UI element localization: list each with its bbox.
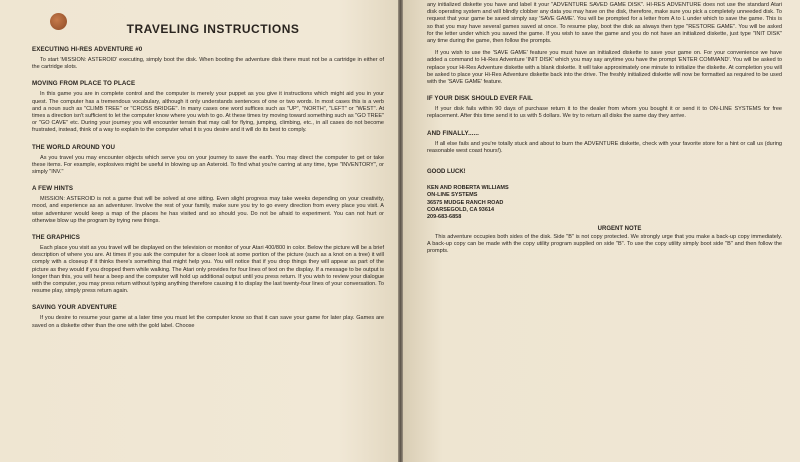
saving-continued-text: any initialized diskette you have and label it your "ADVENTURE SAVED GAME DISK". HI-RES ADVENTURE does not use the standard Atari disk operating system and will blindly clobber any data you may have on the disk, therefore, make sure you pick a completely unneeded disk. To request that your game be saved simply say 'SAVE GAME'. You will be prompted for a letter from A to L under which to save the game. This is so that you may have several games saved at once. To resume play, boot the disk as always then type "RESTORE GAME". You will be asked for the letter under which you saved the game. If you wish to save the game and you do not have an initialized diskette, just type "INIT DISK" any time during the game, then follow the prompts.: [427, 2, 782, 45]
section-text-graphics: Each place you visit as you travel will be displayed on the television or monitor of your Atari 400/800 in color. Below the picture will be a brief description of where you are. At times if you ask the computer for a closer look at some portion of the picture (such as a knot on a tree) it will comply with a closeup if it thinks there's something that might help you. You will notice that if you drop things they will appear as part of the picture as they would if you dropped them while walking. The Atari only provides for four lines of text on the display. If a message to be output is longer than this, you will hear a beep and the computer will hold up additional output until you press return. If you wish to review your dialogue with the computer, you may press return without typing anything therefore causing it to display the last twenty-four lines of your conversation. To resume play, simply press return again.: [32, 245, 384, 295]
section-text-finally: If all else fails and you're totally stuck and about to burn the ADVENTURE diskette, check with your favorite store for a hint or call us (during reasonable west coast hours!).: [427, 140, 782, 154]
page-title: TRAVELING INSTRUCTIONS: [126, 22, 300, 36]
urgent-note-title: URGENT NOTE: [597, 225, 642, 232]
section-text-saving: If you desire to resume your game at a later time you must let the computer know so that it can save your game for later play. Games are saved on a diskette other than the one with the gold label. Choose: [32, 315, 384, 329]
address-phone: 209-683-6858: [427, 214, 462, 221]
section-text-moving: In this game you are in complete control and the computer is merely your puppet as you give it instructions which might aid you in your quest. The computer has a tremendous vocabulary, although it only understands sentences of one or two words. In most cases this is a verb and a noun such as "CLIMB TREE" or "CROSS BRIDGE". In many cases one word suffices such as "UP", "NORTH", "LEFT" or "WEST". At times a direction isn't sufficient to let the computer know where you wish to go. At these times try moving toward something such as "GO TREE" or "GO CAVE" etc. During your journey you will encounter terrain that may call for flying, jumping, climbing, etc., in all cases do not become frustrated, instead, think of a way to explain to the computer what it is you desire and it will do its best to comply.: [32, 91, 384, 134]
section-heading-disk-fail: IF YOUR DISK SHOULD EVER FAIL: [427, 95, 533, 103]
closing-text: GOOD LUCK!: [427, 169, 466, 176]
init-disk-text: If you wish to use the 'SAVE GAME' feature you must have an initialized diskette to save your game on. For your convenience we have added a command to Hi-Res Adventure 'INIT DISK' which you may say anytime you have the prompt 'ENTER COMMAND'. You will be asked to replace your Hi-Res Adventure diskette with a blank diskette. It will take approximately one minute to initialize the diskette. At completion you will be asked to place your Hi-Res Adventure diskette back into the drive. The freshly initialized diskette will now be formatted as required to be used with the 'SAVE GAME' feature.: [427, 50, 782, 86]
section-heading-graphics: THE GRAPHICS: [32, 234, 80, 242]
right-page: [403, 0, 800, 462]
section-heading-world: THE WORLD AROUND YOU: [32, 143, 116, 151]
address-name: KEN AND ROBERTA WILLIAMS: [427, 185, 509, 192]
address-city: COARSEGOLD, CA 93614: [427, 206, 495, 213]
section-text-world: As you travel you may encounter objects which serve you on your journey to save the earth. You may direct the computer to get or take these items. For example, explosives might be useful in blowing up an Asteroid. To find what you're carring at any time, type "INVENTORY", or simply "INV.": [32, 154, 384, 176]
address-street: 36575 MUDGE RANCH ROAD: [427, 199, 504, 206]
section-heading-saving: SAVING YOUR ADVENTURE: [32, 304, 117, 312]
section-heading-executing: EXECUTING HI-RES ADVENTURE #0: [32, 46, 143, 53]
section-text-hints: MISSION: ASTEROID is not a game that will be solved at one sitting. Even slight progress may take weeks depending on your creativity, mood, and experience as an adventurer. Involve the rest of your family, make sure you try to go every direction from every place you visit. A wise adventurer would keep a map of the places he has visited and so should you. Do not be afraid to experiment. You can not hurt or otherwise blow up the program by trying new things.: [32, 196, 384, 224]
urgent-note-text: This adventure occupies both sides of the disk. Side "B" is not copy protected. We strongly urge that you make a back-up copy immediately. A back-up copy can be made with the copy utility program supplied on side "B". To use the copy utility simply boot side "B" and then follow the prompts.: [427, 233, 782, 254]
section-heading-finally: AND FINALLY......: [427, 129, 480, 137]
punch-hole: [50, 13, 67, 30]
left-page: [0, 0, 398, 462]
section-text-disk-fail: If your disk fails within 90 days of purchase return it to the dealer from whom you bought it or send it to ON-LINE SYSTEMS for free replacement. After this time send it to us with 5 dollars. We try to return all disks the same day they arrive.: [427, 106, 782, 120]
address-company: ON-LINE SYSTEMS: [427, 192, 478, 199]
section-text-executing: To start 'MISSION: ASTEROID' executing, simply boot the disk. When booting the adventure disk there must not be a cartridge in either of the cartridge slots.: [32, 57, 384, 71]
section-heading-hints: A FEW HINTS: [32, 185, 74, 193]
section-heading-moving: MOVING FROM PLACE TO PLACE: [32, 80, 136, 88]
